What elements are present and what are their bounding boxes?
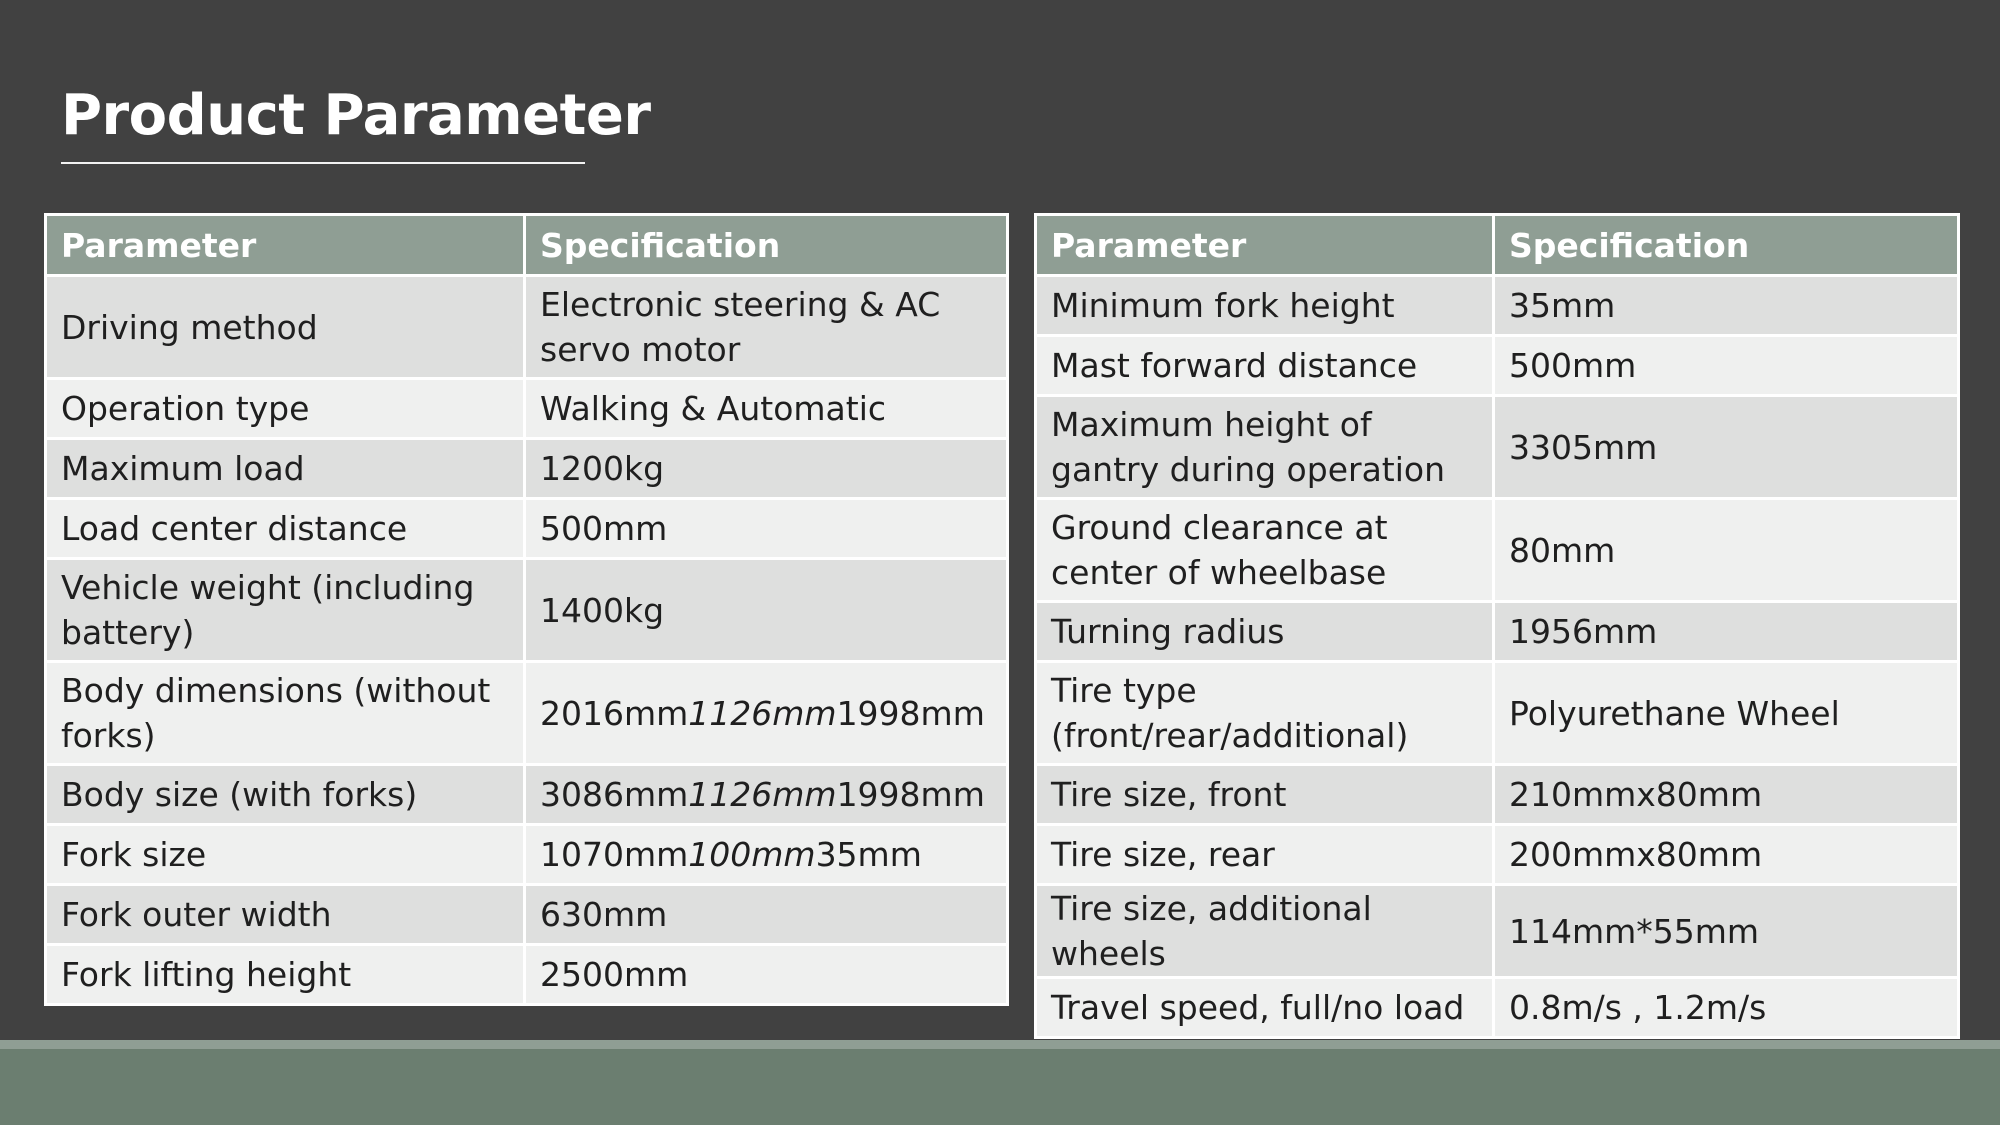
- spec-part-italic: 1126mm: [688, 775, 837, 814]
- left-parameter-table: [44, 213, 1009, 1006]
- spec-cell: Electronic steering & AC servo motor: [525, 276, 1008, 379]
- table-header-row: [46, 215, 1008, 276]
- parameter-cell: Load center distance: [46, 499, 525, 559]
- table-row: [46, 379, 1008, 439]
- spec-cell: Polyurethane Wheel: [1494, 662, 1959, 765]
- table-row: [46, 559, 1008, 662]
- table-row: [46, 945, 1008, 1005]
- spec-cell: 114mm*55mm: [1494, 885, 1959, 978]
- spec-cell: [525, 765, 1008, 825]
- parameter-cell: Ground clearance at center of wheelbase: [1036, 499, 1494, 602]
- table-row: [1036, 602, 1959, 662]
- table-row: [1036, 276, 1959, 336]
- table-row: [1036, 499, 1959, 602]
- table-row: [46, 885, 1008, 945]
- spec-part-italic: 100mm: [688, 835, 816, 874]
- page-title: Product Parameter: [61, 83, 651, 148]
- spec-cell: Walking & Automatic: [525, 379, 1008, 439]
- parameter-cell: Turning radius: [1036, 602, 1494, 662]
- spec-cell: 500mm: [525, 499, 1008, 559]
- parameter-cell: Mast forward distance: [1036, 336, 1494, 396]
- parameter-cell: Travel speed, full/no load: [1036, 978, 1494, 1038]
- parameter-cell: Body size (with forks): [46, 765, 525, 825]
- spec-cell: 1200kg: [525, 439, 1008, 499]
- parameter-cell: Tire size, additional wheels: [1036, 885, 1494, 978]
- title-underline: [61, 162, 585, 164]
- spec-cell: 0.8m/s , 1.2m/s: [1494, 978, 1959, 1038]
- parameter-cell: Fork outer width: [46, 885, 525, 945]
- table-row: [1036, 765, 1959, 825]
- spec-cell: 80mm: [1494, 499, 1959, 602]
- column-header-parameter: Parameter: [1036, 215, 1494, 276]
- table-row: [46, 765, 1008, 825]
- parameter-cell: Body dimensions (without forks): [46, 662, 525, 765]
- table-row: [46, 662, 1008, 765]
- spec-cell: [525, 825, 1008, 885]
- parameter-cell: Operation type: [46, 379, 525, 439]
- spec-cell: 200mmx80mm: [1494, 825, 1959, 885]
- column-header-specification: Specification: [1494, 215, 1959, 276]
- spec-part: 1070mm: [540, 835, 689, 874]
- column-header-specification: Specification: [525, 215, 1008, 276]
- spec-part: 1998mm: [836, 775, 985, 814]
- right-parameter-table: [1034, 213, 1960, 1039]
- footer-band: [0, 1049, 2000, 1125]
- spec-part-italic: 1126mm: [688, 693, 837, 733]
- table-row: [46, 499, 1008, 559]
- spec-cell: 500mm: [1494, 336, 1959, 396]
- parameter-cell: Fork lifting height: [46, 945, 525, 1005]
- footer-accent-line: [0, 1040, 2000, 1049]
- table-row: [1036, 336, 1959, 396]
- parameter-cell: Minimum fork height: [1036, 276, 1494, 336]
- parameter-cell: Driving method: [46, 276, 525, 379]
- spec-cell: 1400kg: [525, 559, 1008, 662]
- spec-part: 3086mm: [540, 775, 689, 814]
- parameter-cell: Tire size, front: [1036, 765, 1494, 825]
- table-row: [46, 439, 1008, 499]
- table-row: [1036, 885, 1959, 978]
- table-row: [1036, 662, 1959, 765]
- table-row: [1036, 825, 1959, 885]
- table-header-row: [1036, 215, 1959, 276]
- spec-part: 2016mm: [540, 693, 689, 733]
- spec-cell: 35mm: [1494, 276, 1959, 336]
- table-row: [1036, 396, 1959, 499]
- table-row: [46, 276, 1008, 379]
- parameter-cell: Tire type (front/rear/additional): [1036, 662, 1494, 765]
- column-header-parameter: Parameter: [46, 215, 525, 276]
- table-row: [1036, 978, 1959, 1038]
- parameter-cell: Maximum load: [46, 439, 525, 499]
- parameter-cell: Maximum height of gantry during operation: [1036, 396, 1494, 499]
- spec-part: 1998mm: [836, 693, 985, 733]
- spec-cell: 2500mm: [525, 945, 1008, 1005]
- spec-part: 35mm: [815, 835, 922, 874]
- spec-cell: 210mmx80mm: [1494, 765, 1959, 825]
- parameter-cell: Fork size: [46, 825, 525, 885]
- spec-cell: 1956mm: [1494, 602, 1959, 662]
- spec-cell: 630mm: [525, 885, 1008, 945]
- spec-cell: [525, 662, 1008, 765]
- parameter-cell: Vehicle weight (including battery): [46, 559, 525, 662]
- parameter-cell: Tire size, rear: [1036, 825, 1494, 885]
- table-row: [46, 825, 1008, 885]
- spec-cell: 3305mm: [1494, 396, 1959, 499]
